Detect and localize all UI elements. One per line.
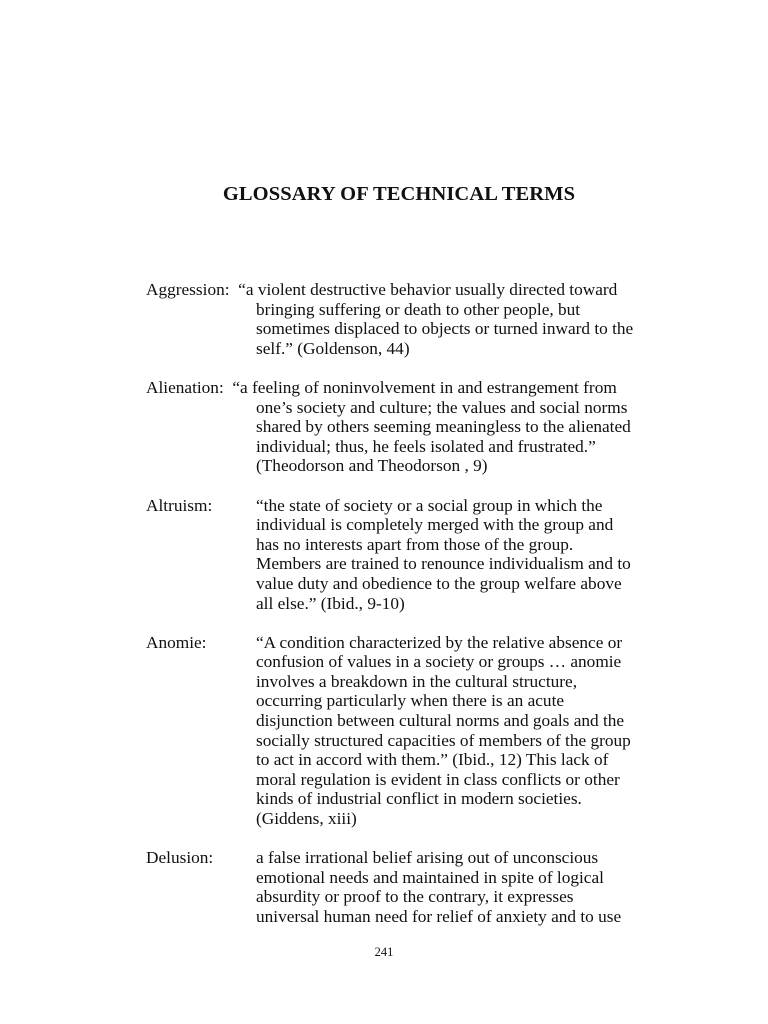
glossary-term: Anomie: — [146, 632, 207, 652]
definition-line: all else.” (Ibid., 9-10) — [256, 593, 405, 613]
definition-line — [146, 280, 666, 300]
definition-line: (Theodorson and Theodorson , 9) — [256, 456, 488, 476]
definition-line: emotional needs and maintained in spite of logical — [256, 867, 604, 887]
definition-line: shared by others seeming meaningless to the alienated — [256, 417, 631, 437]
page-title: GLOSSARY OF TECHNICAL TERMS — [222, 183, 576, 205]
definition-text: “a feeling of noninvolvement in and estrangement from — [232, 377, 617, 397]
glossary-entry-delusion — [146, 848, 666, 926]
definition-line: one’s society and culture; the values and social norms — [256, 397, 628, 417]
glossary-entry-aggression — [146, 280, 666, 358]
definition-line: confusion of values in a society or groups … anomie — [256, 652, 622, 672]
glossary-term: Delusion: — [146, 848, 214, 868]
glossary-entry-alienation — [146, 378, 666, 476]
definition-line: universal human need for relief of anxiety and to use — [256, 907, 622, 926]
glossary-term: Altruism: — [146, 495, 213, 515]
definition-text: a false irrational belief arising out of unconscious — [256, 848, 599, 868]
definition-text: “A condition characterized by the relative absence or — [256, 632, 623, 652]
glossary-entry-anomie — [146, 633, 666, 829]
definition-line: disjunction between cultural norms and goals and the — [256, 711, 625, 731]
definition-line: absurdity or proof to the contrary, it expresses — [256, 887, 574, 907]
definition-line: individual is completely merged with the group and — [256, 515, 614, 535]
definition-line: occurring particularly when there is an acute — [256, 691, 565, 711]
definition-line: to act in accord with them.” (Ibid., 12) This lack of — [256, 750, 609, 770]
definition-line — [146, 633, 666, 653]
definition-text: “the state of society or a social group in which the — [256, 495, 603, 515]
definition-line: value duty and obedience to the group welfare above — [256, 573, 622, 593]
definition-line: self.” (Goldenson, 44) — [256, 338, 410, 358]
definition-line: sometimes displaced to objects or turned inward to the — [256, 319, 634, 339]
definition-line: moral regulation is evident in class conflicts or other — [256, 769, 620, 789]
definition-line: has no interests apart from those of the group. — [256, 534, 574, 554]
definition-line — [146, 378, 666, 398]
definition-line — [146, 848, 666, 868]
definition-line: bringing suffering or death to other people, but — [256, 299, 581, 319]
definition-text: “a violent destructive behavior usually directed toward — [238, 280, 618, 299]
glossary-term: Alienation: — [146, 377, 224, 397]
definition-line: kinds of industrial conflict in modern societies. — [256, 789, 582, 809]
definition-line: individual; thus, he feels isolated and frustrated.” — [256, 436, 596, 456]
definition-line: (Giddens, xiii) — [256, 809, 357, 829]
glossary-entry-altruism — [146, 496, 666, 614]
definition-line: socially structured capacities of members of the group — [256, 730, 631, 750]
page-number: 241 — [374, 945, 394, 959]
definition-line — [146, 496, 666, 516]
glossary-list — [146, 280, 666, 927]
definition-line: Members are trained to renounce individualism and to — [256, 554, 631, 574]
glossary-term: Aggression: — [146, 280, 230, 299]
definition-line: involves a breakdown in the cultural structure, — [256, 671, 578, 691]
